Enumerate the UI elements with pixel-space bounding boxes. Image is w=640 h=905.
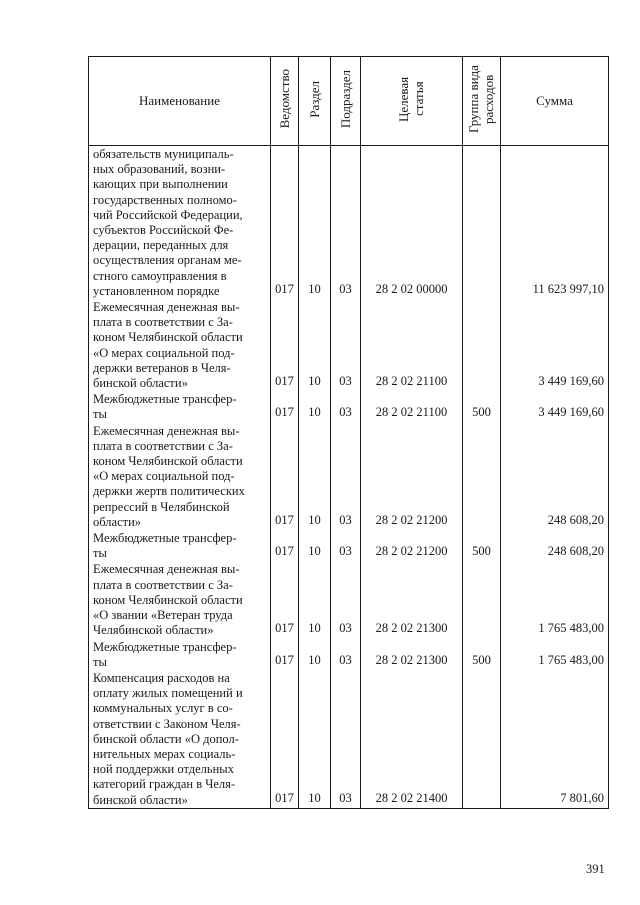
row-razdel: 10 bbox=[299, 530, 331, 561]
row-vedomstvo: 017 bbox=[271, 561, 299, 638]
row-name: Ежемесячная денежная вы- плата в соответствии с За- коном Челябинской области «О мерах социальной под- держки жертв политических репрессий в Челябинской области» bbox=[89, 423, 271, 530]
table-row bbox=[89, 299, 609, 391]
row-podrazdel: 03 bbox=[331, 639, 361, 670]
row-name: Компенсация расходов на оплату жилых помещений и коммунальных услуг в со- ответствии с Законом Челя- бинской области «О допол- нительных мерах социаль- ной поддержки отдельных категорий граждан в Челя- бинской области» bbox=[89, 670, 271, 808]
row-razdel: 10 bbox=[299, 423, 331, 530]
table-row bbox=[89, 530, 609, 561]
row-podrazdel: 03 bbox=[331, 561, 361, 638]
page-number: 391 bbox=[586, 862, 605, 876]
row-gruppa: 500 bbox=[463, 391, 501, 422]
row-celevaya-statya: 28 2 02 21300 bbox=[361, 561, 463, 638]
row-podrazdel: 03 bbox=[331, 391, 361, 422]
row-name: Ежемесячная денежная вы- плата в соответствии с За- коном Челябинской области «О звании «Ветеран труда Челябинской области» bbox=[89, 561, 271, 638]
row-gruppa bbox=[463, 146, 501, 300]
table-row bbox=[89, 639, 609, 670]
table-row bbox=[89, 391, 609, 422]
table-row bbox=[89, 146, 609, 300]
row-summa: 1 765 483,00 bbox=[501, 561, 609, 638]
row-vedomstvo: 017 bbox=[271, 146, 299, 300]
row-razdel: 10 bbox=[299, 391, 331, 422]
row-podrazdel: 03 bbox=[331, 423, 361, 530]
row-razdel: 10 bbox=[299, 299, 331, 391]
row-summa: 3 449 169,60 bbox=[501, 299, 609, 391]
row-gruppa bbox=[463, 561, 501, 638]
row-name: Межбюджетные трансфер- ты bbox=[89, 639, 271, 670]
row-vedomstvo: 017 bbox=[271, 530, 299, 561]
row-vedomstvo: 017 bbox=[271, 639, 299, 670]
row-summa: 11 623 997,10 bbox=[501, 146, 609, 300]
row-gruppa bbox=[463, 423, 501, 530]
row-summa: 1 765 483,00 bbox=[501, 639, 609, 670]
header-celevaya-statya: Целевая статья bbox=[361, 57, 463, 146]
header-razdel: Раздел bbox=[299, 57, 331, 146]
row-celevaya-statya: 28 2 02 21100 bbox=[361, 391, 463, 422]
row-vedomstvo: 017 bbox=[271, 299, 299, 391]
row-razdel: 10 bbox=[299, 146, 331, 300]
header-vedomstvo: Ведомство bbox=[271, 57, 299, 146]
row-summa: 7 801,60 bbox=[501, 670, 609, 808]
row-vedomstvo: 017 bbox=[271, 423, 299, 530]
row-celevaya-statya: 28 2 02 21100 bbox=[361, 299, 463, 391]
row-name: Межбюджетные трансфер- ты bbox=[89, 530, 271, 561]
row-celevaya-statya: 28 2 02 21400 bbox=[361, 670, 463, 808]
row-podrazdel: 03 bbox=[331, 299, 361, 391]
row-gruppa bbox=[463, 670, 501, 808]
row-summa: 248 608,20 bbox=[501, 530, 609, 561]
row-gruppa: 500 bbox=[463, 639, 501, 670]
row-podrazdel: 03 bbox=[331, 530, 361, 561]
table-row bbox=[89, 670, 609, 808]
row-vedomstvo: 017 bbox=[271, 391, 299, 422]
row-celevaya-statya: 28 2 02 21200 bbox=[361, 423, 463, 530]
table-row bbox=[89, 423, 609, 530]
row-summa: 3 449 169,60 bbox=[501, 391, 609, 422]
table-header-row bbox=[89, 57, 609, 146]
header-name: Наименование bbox=[89, 57, 271, 146]
row-podrazdel: 03 bbox=[331, 146, 361, 300]
row-razdel: 10 bbox=[299, 561, 331, 638]
row-name: обязательств муниципаль- ных образований, возни- кающих при выполнении государственных полномо- чий Российской Федерации, субъектов Российской Фе- дерации, переданных для осуществления органам ме- стного самоуправления в установленном порядке bbox=[89, 146, 271, 300]
row-gruppa bbox=[463, 299, 501, 391]
row-vedomstvo: 017 bbox=[271, 670, 299, 808]
row-name: Ежемесячная денежная вы- плата в соответствии с За- коном Челябинской области «О мерах социальной под- держки ветеранов в Челя- бинской области» bbox=[89, 299, 271, 391]
row-summa: 248 608,20 bbox=[501, 423, 609, 530]
header-gruppa-vida-rashodov: Группа вида расходов bbox=[463, 57, 501, 146]
row-celevaya-statya: 28 2 02 21200 bbox=[361, 530, 463, 561]
budget-table bbox=[88, 56, 609, 809]
row-gruppa: 500 bbox=[463, 530, 501, 561]
row-podrazdel: 03 bbox=[331, 670, 361, 808]
row-celevaya-statya: 28 2 02 21300 bbox=[361, 639, 463, 670]
table-row bbox=[89, 561, 609, 638]
header-summa: Сумма bbox=[501, 57, 609, 146]
row-celevaya-statya: 28 2 02 00000 bbox=[361, 146, 463, 300]
row-razdel: 10 bbox=[299, 670, 331, 808]
row-name: Межбюджетные трансфер- ты bbox=[89, 391, 271, 422]
row-razdel: 10 bbox=[299, 639, 331, 670]
header-podrazdel: Подраздел bbox=[331, 57, 361, 146]
